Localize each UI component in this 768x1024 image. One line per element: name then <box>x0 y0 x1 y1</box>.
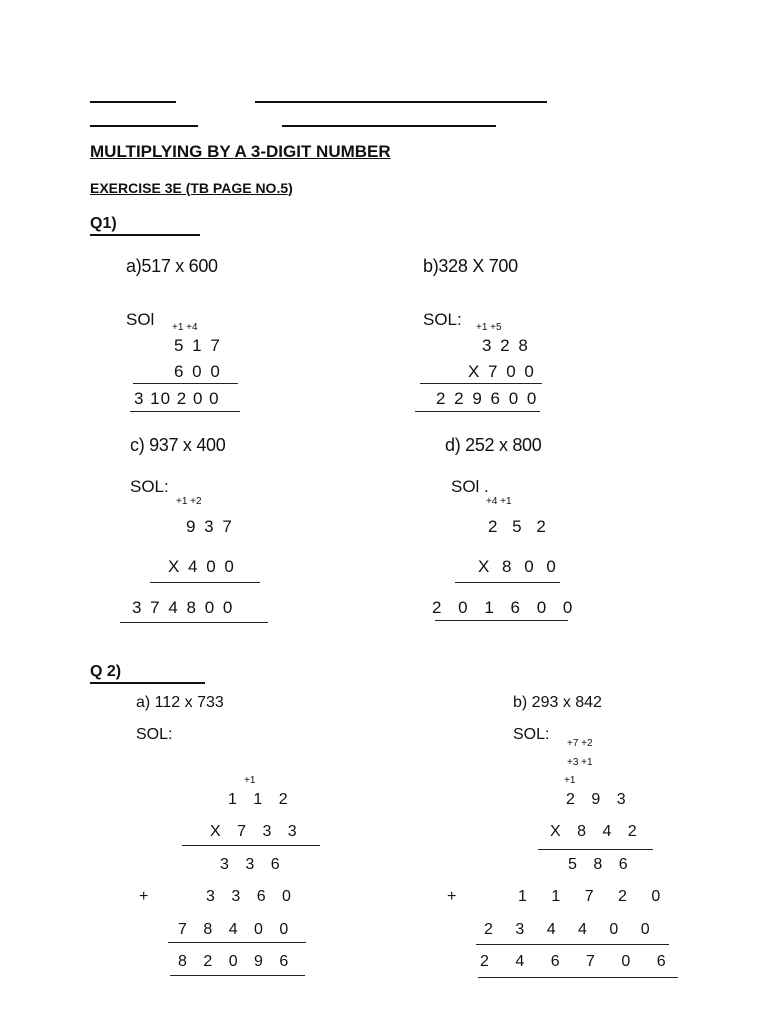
q2a-carry: +1 <box>244 775 256 786</box>
q2b-sol-label: SOL: <box>513 726 550 743</box>
class-blank-long <box>282 125 496 127</box>
q2b-partial-3: 2 3 4 4 0 0 <box>484 921 659 938</box>
q1d-top-number: 2 5 2 <box>488 517 551 536</box>
q2b-rule-2 <box>476 944 669 945</box>
q2a-partial-1: 3 3 6 <box>220 856 286 873</box>
q2a-plus-sign: + <box>139 888 149 905</box>
q2a-rule-2 <box>168 942 306 943</box>
q1d-result: 2 0 1 6 0 0 <box>432 598 579 617</box>
q2a-top-number: 1 1 2 <box>228 791 294 808</box>
q1c-rule-1 <box>150 582 260 583</box>
q1d-carry: +4 +1 <box>486 496 512 507</box>
q1b-rule-1 <box>420 383 542 384</box>
q2b-carry-row-3: +1 <box>564 775 576 786</box>
page-title: MULTIPLYING BY A 3-DIGIT NUMBER <box>90 142 391 161</box>
q1c-problem: c) 937 x 400 <box>130 435 226 455</box>
q2b-partial-1: 5 8 6 <box>568 856 634 873</box>
q1b-sol-label: SOL: <box>423 310 462 329</box>
q1d-rule-2 <box>435 620 568 621</box>
q1-underline <box>90 234 200 236</box>
q1a-result: 3 10 2 0 0 <box>134 389 220 408</box>
q1a-top-number: 5 1 7 <box>174 336 222 355</box>
q2-label: Q 2) <box>90 663 122 680</box>
q1c-top-number: 9 3 7 <box>186 517 234 536</box>
name-blank-short <box>90 101 176 103</box>
q1d-rule-1 <box>455 582 560 583</box>
exercise-heading: EXERCISE 3E (TB PAGE NO.5) <box>90 180 293 196</box>
q2b-rule-3 <box>478 977 678 978</box>
q2b-multiplier: X 8 4 2 <box>550 823 643 840</box>
q2b-result: 2 4 6 7 0 6 <box>480 953 677 970</box>
q1b-multiplier: X 7 0 0 <box>468 362 536 381</box>
q1a-carry: +1 +4 <box>172 322 198 333</box>
q1a-multiplier: 6 0 0 <box>174 362 222 381</box>
q2a-partial-2: 3 3 6 0 <box>206 888 297 905</box>
q1b-problem: b)328 X 700 <box>423 256 518 276</box>
q2a-sol-label: SOL: <box>136 726 173 743</box>
q2b-carry-row-1: +7 +2 <box>567 738 593 749</box>
q1b-result: 2 2 9 6 0 0 <box>436 389 539 408</box>
q1b-top-number: 3 2 8 <box>482 336 530 355</box>
q1c-multiplier: X 4 0 0 <box>168 557 236 576</box>
q2b-top-number: 2 9 3 <box>566 791 632 808</box>
q1c-carry: +1 +2 <box>176 496 202 507</box>
q1b-carry: +1 +5 <box>476 322 502 333</box>
q2b-carry-row-2: +3 +1 <box>567 757 593 768</box>
q1d-sol-label: SOl . <box>451 477 489 496</box>
q2b-plus-sign: + <box>447 888 457 905</box>
q2-underline <box>90 682 205 684</box>
q2a-partial-3: 7 8 4 0 0 <box>178 921 295 938</box>
q1c-rule-2 <box>120 622 268 623</box>
q2a-rule-1 <box>182 845 320 846</box>
q2a-problem: a) 112 x 733 <box>136 694 224 711</box>
q1a-rule-2 <box>130 411 240 412</box>
q2b-partial-2: 1 1 7 2 0 <box>518 888 671 905</box>
name-blank-long <box>255 101 547 103</box>
q1d-multiplier: X 8 0 0 <box>478 557 560 576</box>
class-blank-short <box>90 125 198 127</box>
q1a-sol-label: SOl <box>126 310 155 329</box>
q2b-problem: b) 293 x 842 <box>513 694 602 711</box>
q1c-sol-label: SOL: <box>130 477 169 496</box>
q1c-result: 3 7 4 8 0 0 <box>132 598 235 617</box>
q2a-result: 8 2 0 9 6 <box>178 953 295 970</box>
q1a-rule-1 <box>133 383 238 384</box>
q1d-problem: d) 252 x 800 <box>445 435 542 455</box>
q1-label: Q1) <box>90 215 117 232</box>
q2b-rule-1 <box>538 849 653 850</box>
q1b-rule-2 <box>415 411 540 412</box>
q2a-multiplier: X 7 3 3 <box>210 823 303 840</box>
q1a-problem: a)517 x 600 <box>126 256 218 276</box>
q2a-rule-3 <box>170 975 305 976</box>
